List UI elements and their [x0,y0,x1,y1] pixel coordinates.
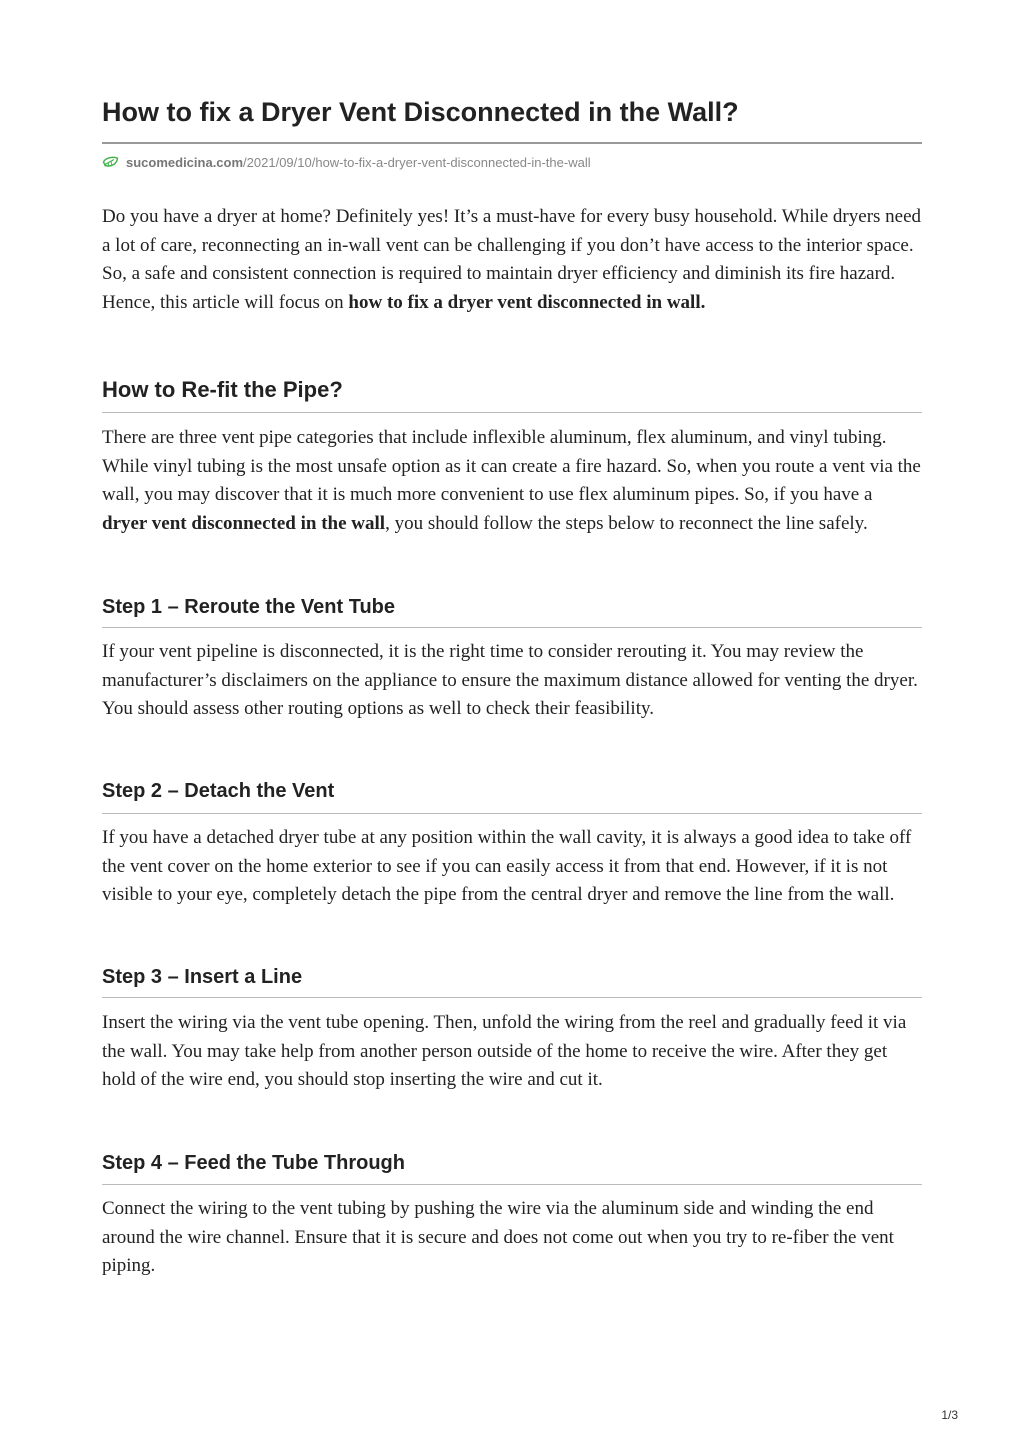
leaf-icon [102,156,119,168]
step-3-heading: Step 3 – Insert a Line [102,966,303,988]
refit-heading: How to Re-fit the Pipe? [102,377,343,402]
source-domain[interactable]: sucomedicina.com [126,154,244,170]
step-2-heading: Step 2 – Detach the Vent [102,780,335,802]
step-4-divider [102,1184,922,1185]
intro-bold-text: how to fix a dryer vent disconnected in wall. [348,291,706,313]
step-4-paragraph: Connect the wiring to the vent tubing by pushing the wire via the aluminum side and winding the end around the wire channel. Ensure that it is secure and does not come out when you try to re-fiber the vent piping. [102,1198,894,1276]
source-url[interactable] [102,152,591,172]
step-2-paragraph: If you have a detached dryer tube at any position within the wall cavity, it is always a good idea to take off the vent cover on the home exterior to see if you can easily access it from that end. However, if it is not visible to your eye, completely detach the pipe from the central dryer and remove the line from the wall. [102,827,912,905]
refit-text-after: , you should follow the steps below to reconnect the line safely. [385,512,868,534]
step-1-paragraph: If your vent pipeline is disconnected, it is the right time to consider rerouting it. You may review the manufacturer’s disclaimers on the appliance to ensure the maximum distance allowed for venting the dryer. You should assess other routing options as well to check their feasibility. [102,641,918,719]
step-4-heading: Step 4 – Feed the Tube Through [102,1152,405,1174]
step-2-divider [102,813,922,814]
step-1-heading: Step 1 – Reroute the Vent Tube [102,596,396,618]
intro-paragraph [102,203,922,317]
step-1-divider [102,627,922,628]
refit-text-before: There are three vent pipe categories that include inflexible aluminum, flex aluminum, and vinyl tubing. While vinyl tubing is the most unsafe option as it can create a fire hazard. So, when you route a vent via the wall, you may discover that it is much more convenient to use flex aluminum pipes. So, if you have a [102,427,921,505]
refit-paragraph [102,424,922,538]
page-number: 1/3 [941,1408,958,1422]
intro-text: Do you have a dryer at home? Definitely yes! It’s a must-have for every busy household. While dryers need a lot of care, reconnecting an in-wall vent can be challenging if you don’t have access to the interior space. So, a safe and consistent connection is required to maintain dryer efficiency and diminish its fire hazard. Hence, this article will focus on [102,206,922,313]
refit-bold-text: dryer vent disconnected in the wall [102,512,386,534]
title-divider [102,142,922,144]
refit-divider [102,412,922,413]
step-3-paragraph: Insert the wiring via the vent tube opening. Then, unfold the wiring from the reel and gradually feed it via the wall. You may take help from another person outside of the home to receive the wire. After they get hold of the wire end, you should stop inserting the wire and cut it. [102,1012,907,1090]
step-3-divider [102,997,922,998]
article-title: How to fix a Dryer Vent Disconnected in the Wall? [102,97,739,127]
source-path[interactable]: /2021/09/10/how-to-fix-a-dryer-vent-disconnected-in-the-wall [243,154,591,170]
